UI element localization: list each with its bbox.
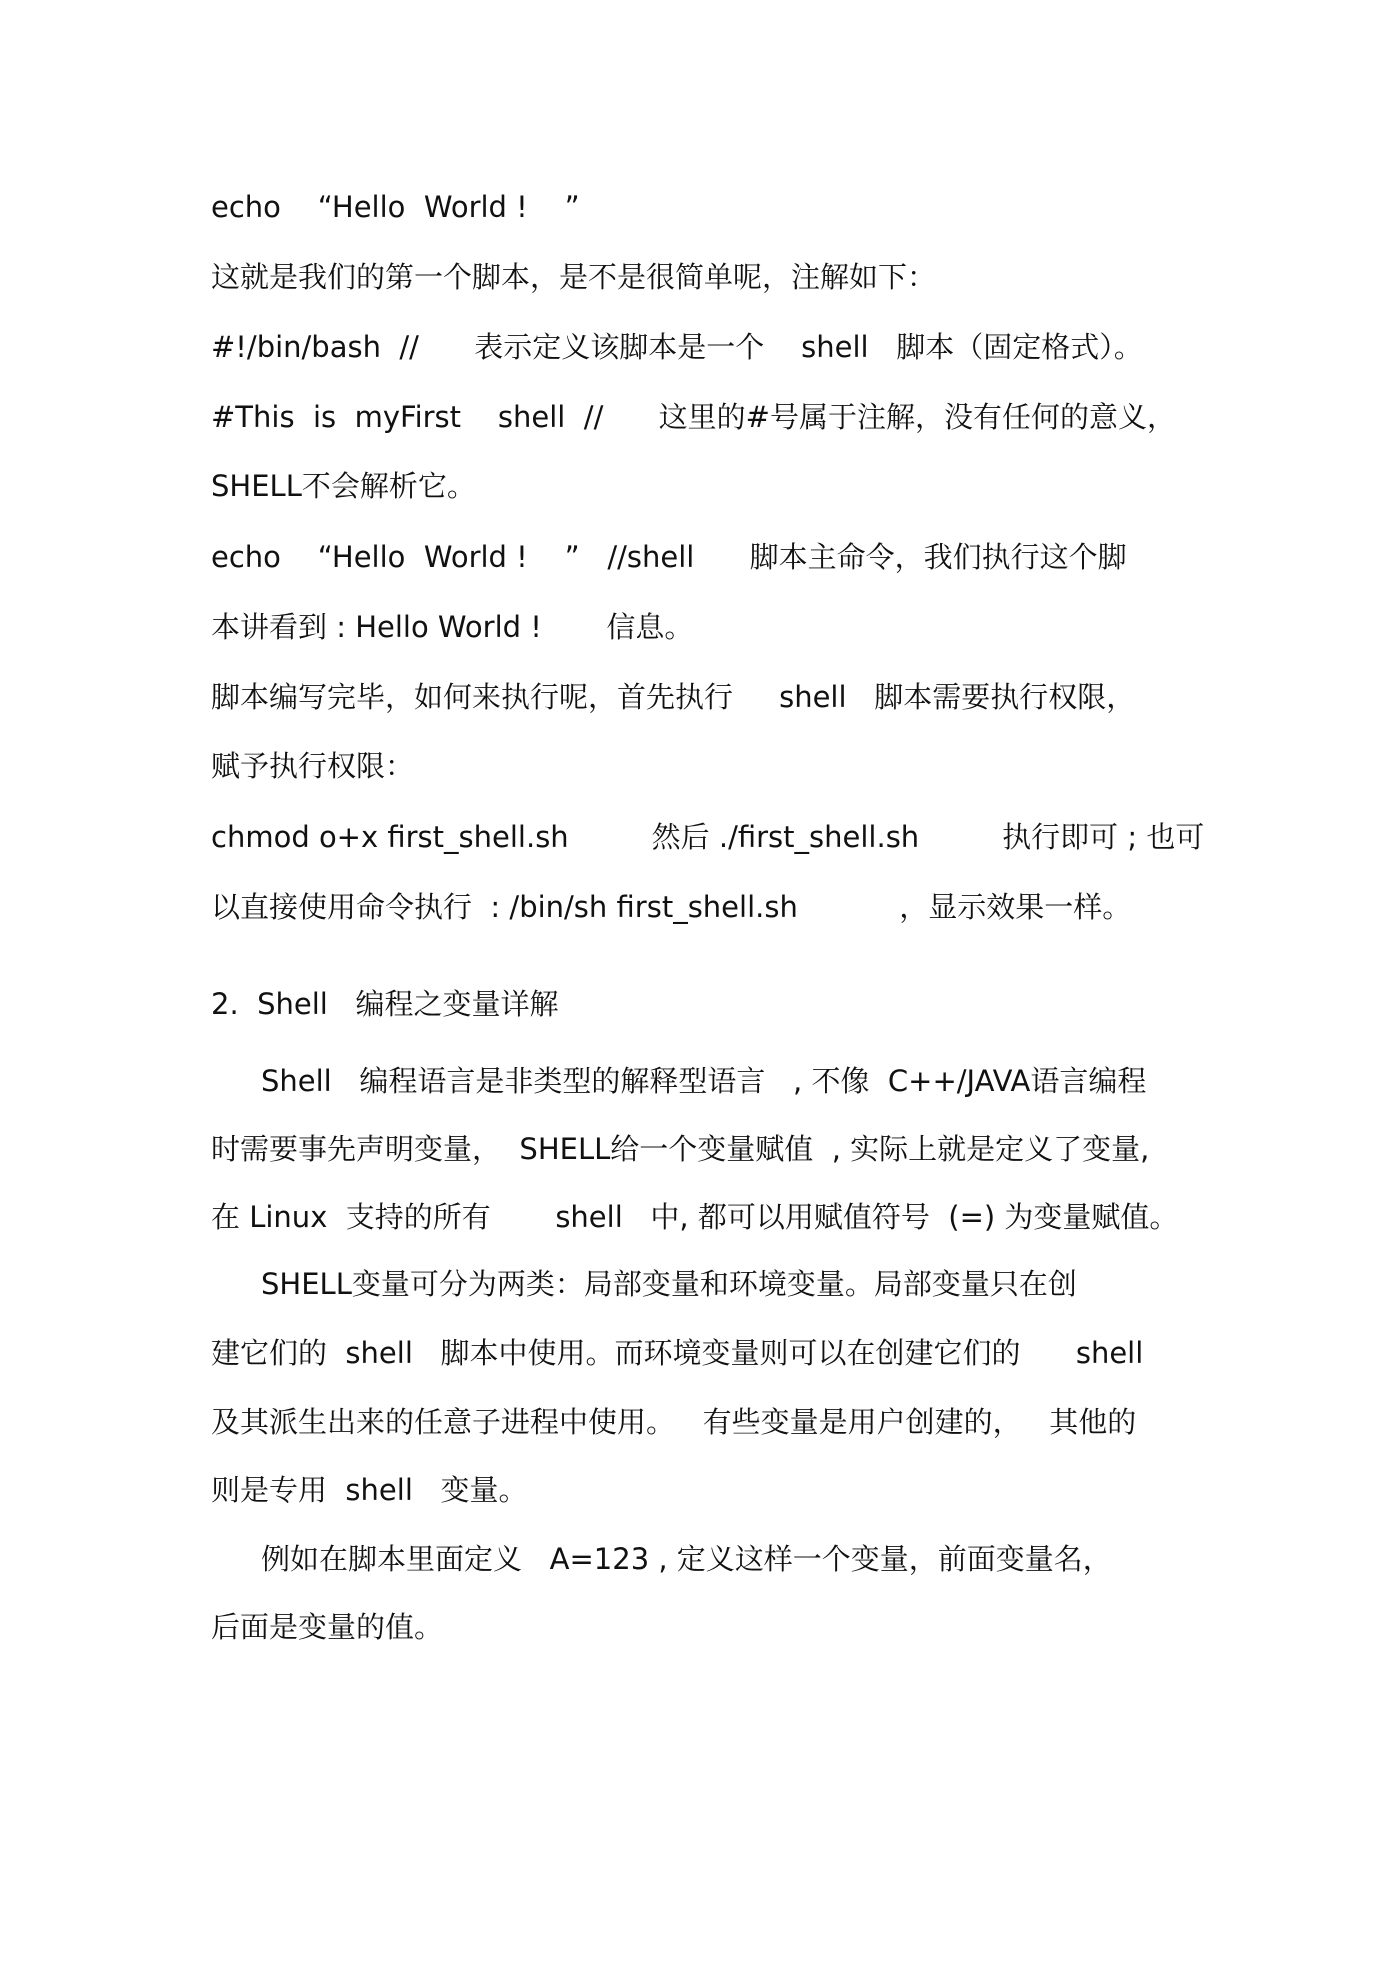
text-line: SHELL变量可分为两类：局部变量和环境变量。局部变量只在创 xyxy=(261,1267,1077,1301)
text-line: 本讲看到 : Hello World ! 信息。 xyxy=(211,610,694,644)
text-line: 赋予执行权限： xyxy=(211,749,415,783)
text-line: SHELL不会解析它。 xyxy=(211,469,476,503)
text-line: 及其派生出来的任意子进程中使用。 有些变量是用户创建的， 其他的 xyxy=(211,1405,1137,1439)
text-line: 建它们的 shell 脚本中使用。而环境变量则可以在创建它们的 shell xyxy=(211,1336,1144,1370)
text-line: Shell 编程语言是非类型的解释型语言 , 不像 C++/JAVA语言编程 xyxy=(261,1064,1147,1098)
section-heading: 2. Shell 编程之变量详解 xyxy=(211,987,559,1021)
text-line: 后面是变量的值。 xyxy=(211,1610,444,1644)
text-line: #!/bin/bash // 表示定义该脚本是一个 shell 脚本（固定格式）。 xyxy=(211,330,1143,364)
text-line: echo “Hello World ! ” //shell 脚本主命令，我们执行这个脚 xyxy=(211,540,1127,574)
text-line: 这就是我们的第一个脚本，是不是很简单呢，注解如下： xyxy=(211,260,937,294)
text-line: echo “Hello World ! ” xyxy=(211,190,580,224)
text-line: chmod o+x first_shell.sh 然后 ./first_shell.sh 执行即可 ; 也可 xyxy=(211,820,1205,854)
text-line: 时需要事先声明变量， SHELL给一个变量赋值 , 实际上就是定义了变量, xyxy=(211,1132,1150,1166)
text-line: 脚本编写完毕，如何来执行呢，首先执行 shell 脚本需要执行权限， xyxy=(211,680,1136,714)
text-line: 在 Linux 支持的所有 shell 中, 都可以用赋值符号 (=) 为变量赋值。 xyxy=(211,1200,1179,1234)
text-line: 则是专用 shell 变量。 xyxy=(211,1473,528,1507)
text-line: #This is myFirst shell // 这里的#号属于注解，没有任何的意义， xyxy=(211,400,1176,434)
text-line: 以直接使用命令执行 : /bin/sh first_shell.sh ，显示效果一样。 xyxy=(211,890,1132,924)
text-line: 例如在脚本里面定义 A=123 , 定义这样一个变量，前面变量名， xyxy=(261,1542,1112,1576)
